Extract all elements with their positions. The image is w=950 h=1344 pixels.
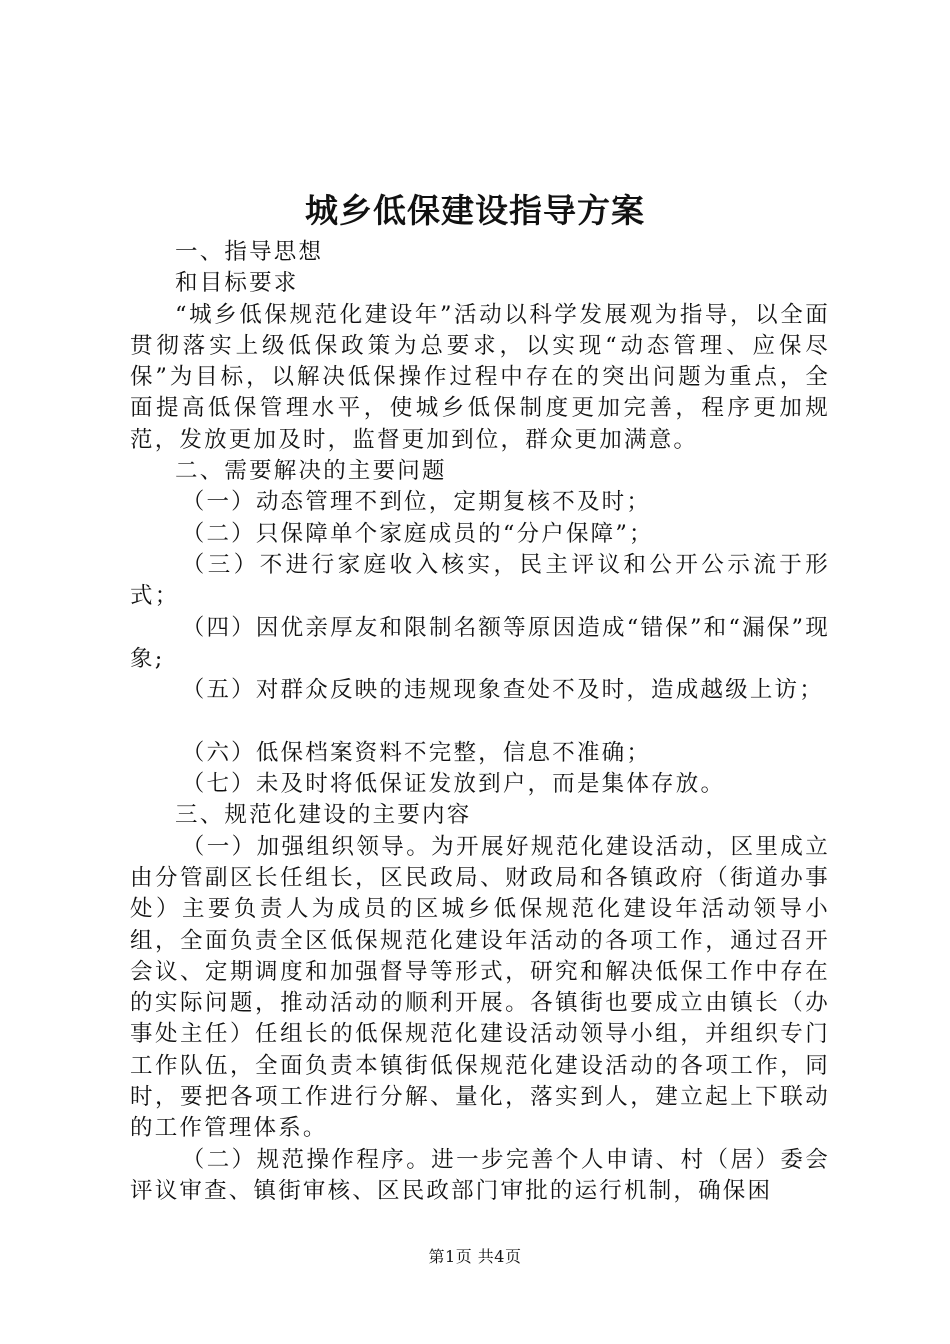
content-item-1: （一）加强组织领导。为开展好规范化建设活动，区里成立由分管副区长任组长，区民政局、财政局和各镇政府（街道办事处）主要负责人为成员的区城乡低保规范化建设年活动领导小组，全面负责全区低保规范化建设年活动的各项工作，通过召开会议、定期调度和加强督导等形式，研究和解决低保工作中存在的实际问题，推动活动的顺利开展。各镇街也要成立由镇长（办事处主任）任组长的低保规范化建设活动领导小组，并组织专门工作队伍，全面负责本镇街低保规范化建设活动的各项工作，同时，要把各项工作进行分解、量化，落实到人，建立起上下联动的工作管理体系。 [130,833,830,1142]
problem-item-1: （一）动态管理不到位，定期复核不及时； [181,489,652,516]
heading-goals: 和目标要求 [175,270,299,297]
heading-main-content: 三、规范化建设的主要内容 [175,802,472,829]
paragraph-intro: “城乡低保规范化建设年”活动以科学发展观为指导，以全面贯彻落实上级低保政策为总要求，以实现“动态管理、应保尽保”为目标，以解决低保操作过程中存在的突出问题为重点，全面提高低保管理水平，使城乡低保制度更加完善，程序更加规范，发放更加及时，监督更加到位，群众更加满意。 [130,301,830,453]
blank-line [130,706,830,737]
document-body [130,237,830,1207]
problem-item-6: （六）低保档案资料不完整，信息不准确； [181,739,652,766]
document-title: 城乡低保建设指导方案 [305,191,645,230]
problem-item-2: （二）只保障单个家庭成员的“分户保障”； [181,520,654,547]
problem-item-4: （四）因优亲厚友和限制名额等原因造成“错保”和“漏保”现象; [130,614,830,672]
problem-item-3: （三）不进行家庭收入核实，民主评议和公开公示流于形式； [130,551,830,610]
problem-item-7: （七）未及时将低保证发放到户，而是集体存放。 [181,771,726,798]
heading-guiding-ideology: 一、指导思想 [175,239,324,265]
page-footer: 第1页 共4页 [428,1247,522,1266]
heading-main-problems: 二、需要解决的主要问题 [175,458,447,485]
problem-item-5: （五）对群众反映的违规现象查处不及时，造成越级上访； [181,677,824,704]
content-item-2: （二）规范操作程序。进一步完善个人申请、村（居）委会评议审查、镇街审核、区民政部门审批的运行机制，确保困 [130,1146,830,1204]
